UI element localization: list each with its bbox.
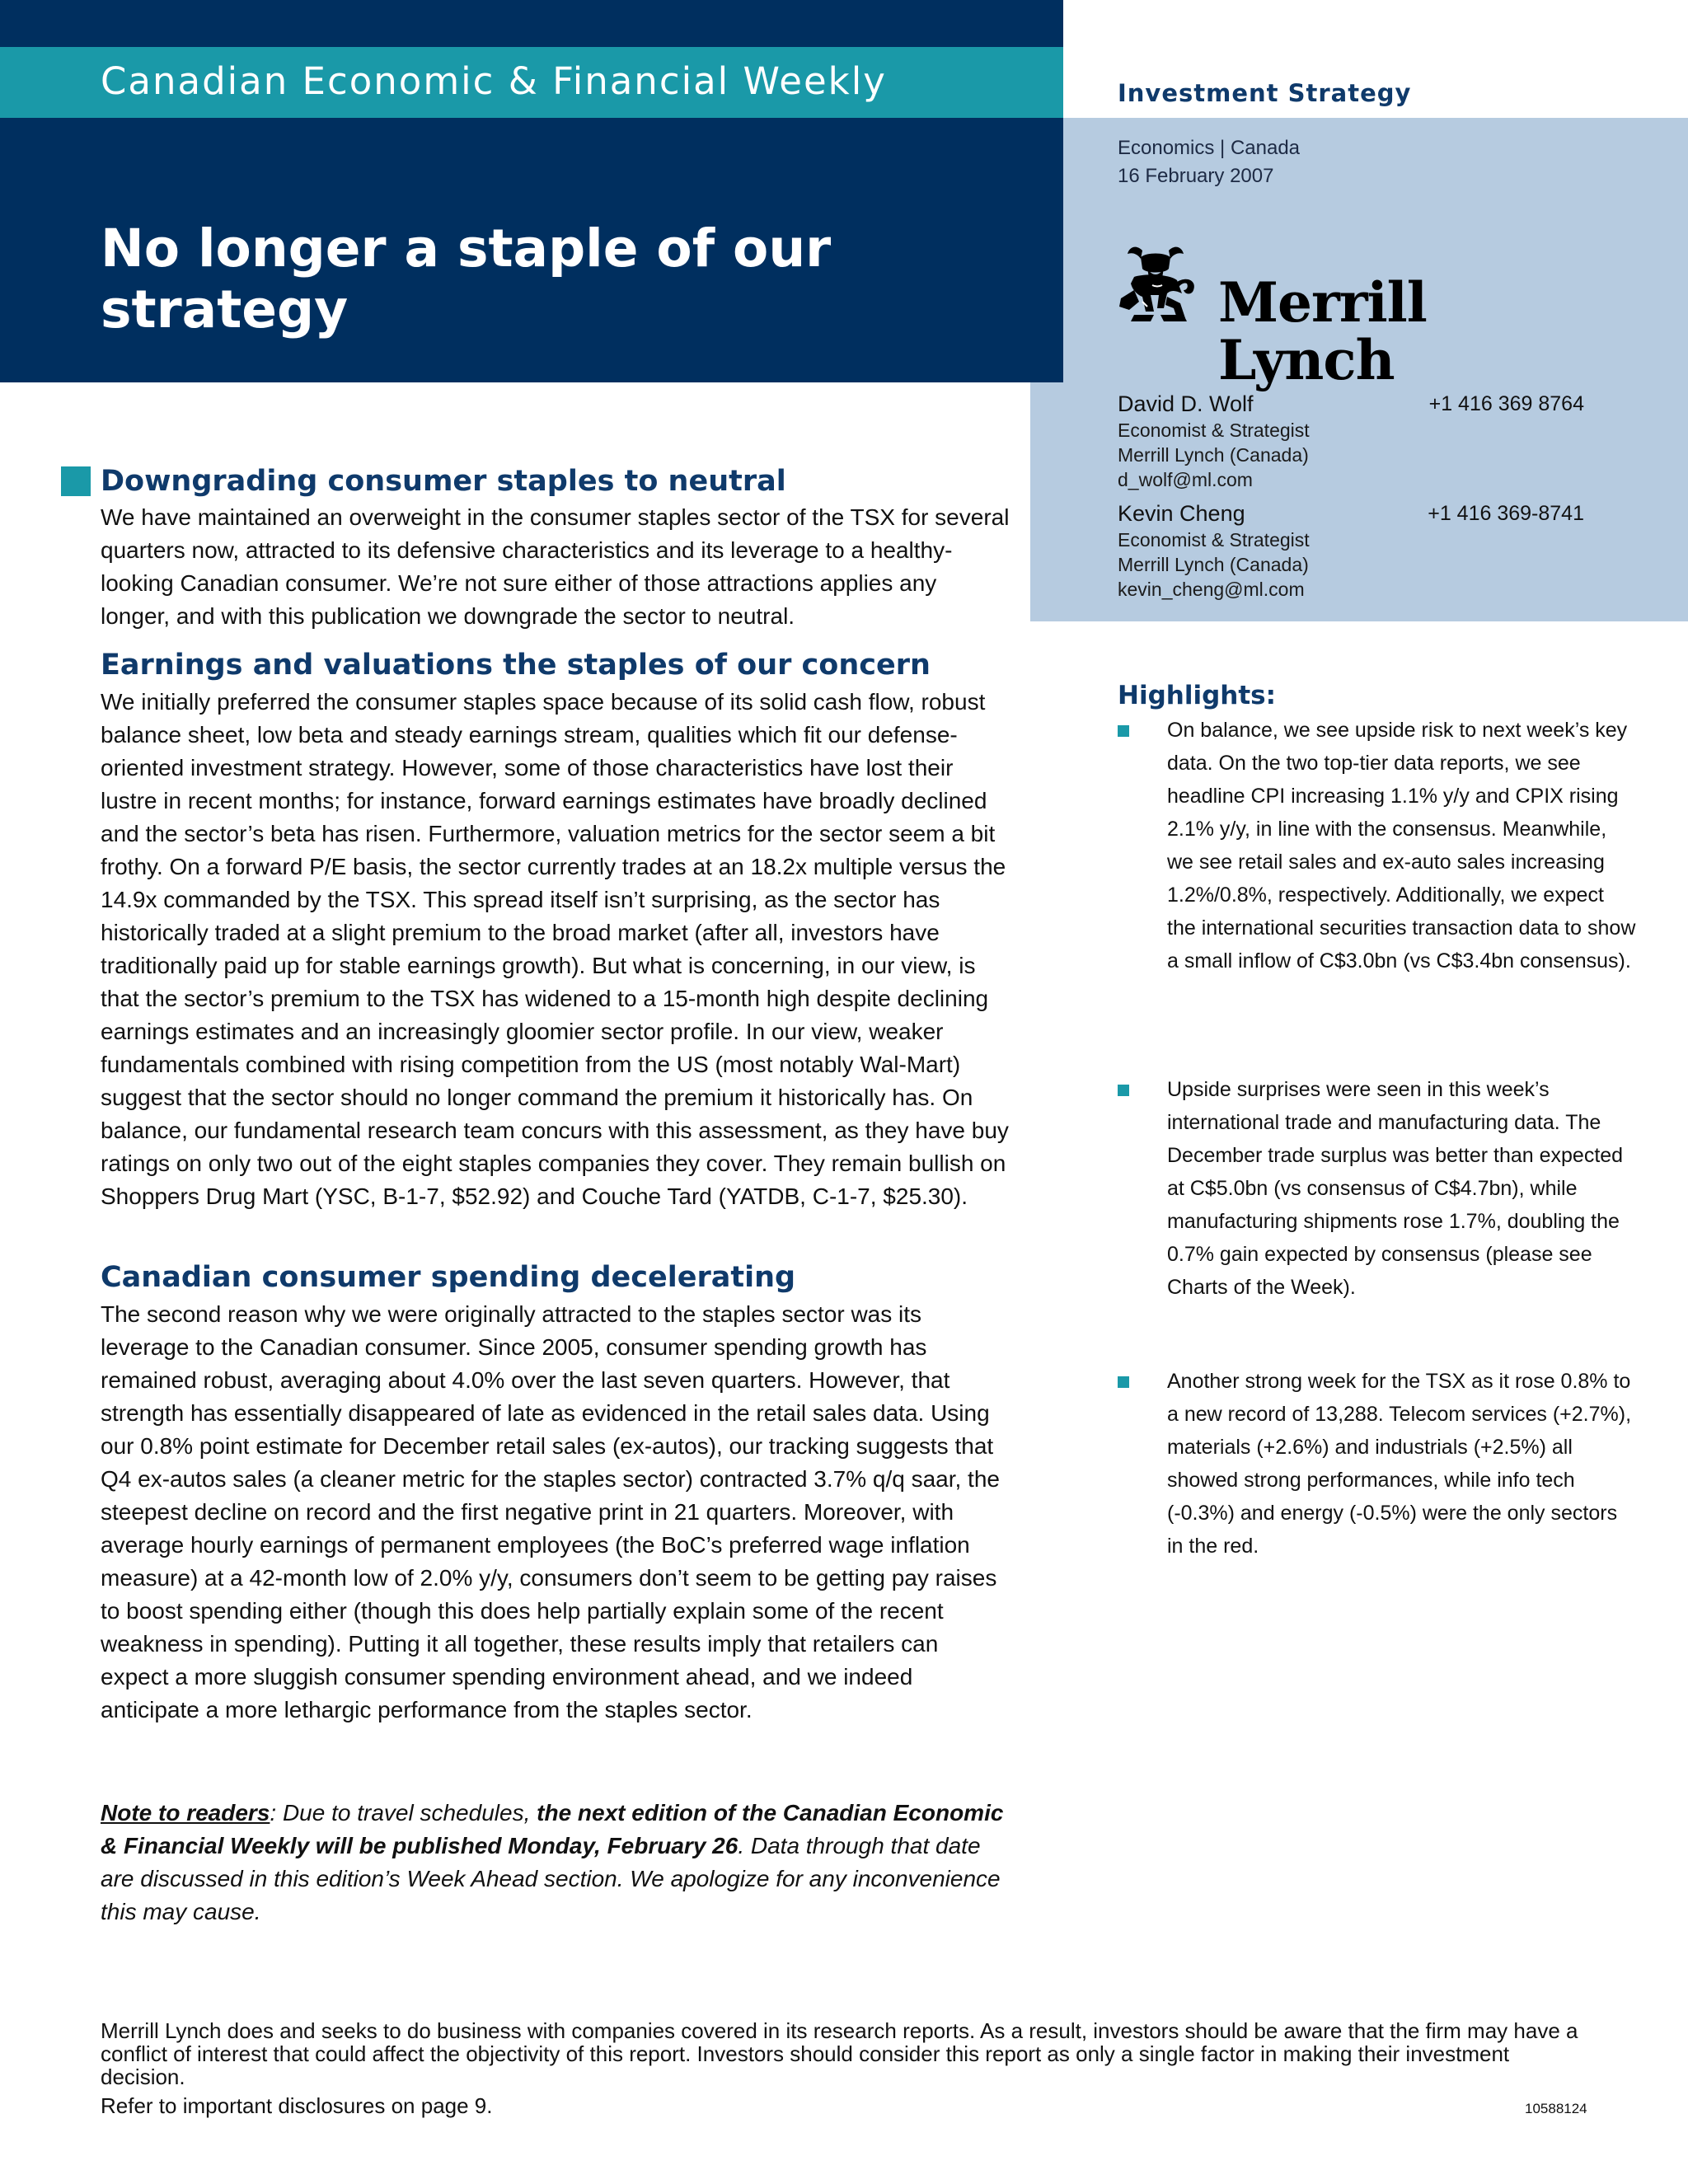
bull-icon (1118, 236, 1217, 335)
analyst-firm: Merrill Lynch (Canada) (1118, 444, 1309, 466)
analyst-name: David D. Wolf (1118, 391, 1254, 416)
analyst-phone: +1 416 369 8764 (1428, 392, 1584, 415)
note-text: : Due to travel schedules, (270, 1800, 537, 1825)
highlight-text: Another strong week for the TSX as it rose 0.8% to a new record of 13,288. Telecom services (+2.7%), materials (+2.6%) and industrials (+2.5%) all showed strong performances, while info tech (-0.3%) and energy (-0.5%) were the only sectors in the red. (1167, 1370, 1632, 1558)
analyst-email[interactable]: d_wolf@ml.com (1118, 469, 1253, 490)
disclosures-reference[interactable]: Refer to important disclosures on page 9. (101, 2093, 493, 2118)
note-text: . Data through that date are discussed in this edition’s Week Ahead section. We apologize for any inconvenience this may cause. (101, 1833, 1001, 1924)
section-heading: Canadian consumer spending decelerating (101, 1261, 796, 1294)
section-heading: Downgrading consumer staples to neutral (101, 465, 786, 498)
analyst-phone: +1 416 369-8741 (1428, 502, 1584, 525)
section-heading: Earnings and valuations the staples of our concern (101, 649, 931, 682)
note-emphasis: the next edition of the Canadian Economic & Financial Weekly will be published Monday, February 26 (101, 1800, 1004, 1858)
bullet-square-icon (1118, 1376, 1129, 1388)
bullet-square-icon (1118, 725, 1129, 737)
analyst-name: Kevin Cheng (1118, 501, 1245, 526)
document-number: 10588124 (1525, 2101, 1587, 2116)
report-date: 16 February 2007 (1118, 165, 1274, 187)
analyst-role: Economist & Strategist (1118, 419, 1310, 441)
report-title-line-1: No longer a staple of our (101, 218, 832, 279)
analyst-card (1118, 390, 1584, 492)
footer-disclaimer: Merrill Lynch does and seeks to do business with companies covered in its research reports. As a result, investors should be aware that the firm may have a conflict of interest that could affect the objectivity of this report. Investors should consider this report as only a single factor in making their investment decision. (101, 2018, 1578, 2089)
section-body: We have maintained an overweight in the consumer staples sector of the TSX for several quarters now, attracted to its defensive characteristics and its leverage to a healthy-looking Canadian consumer. We’re not sure either of those attractions applies any longer, and with this publication we downgrade the sector to neutral. (101, 504, 1010, 629)
note-label: Note to readers (101, 1800, 270, 1825)
highlights-title: Highlights: (1118, 681, 1277, 710)
dateline (1118, 134, 1300, 190)
report-category: Economics | Canada (1118, 137, 1301, 159)
publication-name: Canadian Economic & Financial Weekly (101, 59, 887, 103)
highlight-text: On balance, we see upside risk to next week’s key data. On the two top-tier data reports, we see headline CPI increasing 1.1% y/y and CPIX rising 2.1% y/y, in line with the consensus. Meanwhile, we see retail sales and ex-auto sales increasing 1.2%/0.8%, respectively. Additionally, we expect the international securities transaction data to show a small inflow of C$3.0bn (vs C$3.4bn consensus). (1167, 719, 1636, 972)
header-top-bar (0, 0, 1063, 47)
merrill-lynch-logo (1118, 236, 1587, 392)
analyst-card (1118, 499, 1584, 602)
bullet-square-icon (1118, 1085, 1129, 1096)
analyst-email[interactable]: kevin_cheng@ml.com (1118, 579, 1305, 600)
series-label: Investment Strategy (1118, 79, 1412, 107)
logo-wordmark: Merrill Lynch (1218, 270, 1427, 392)
section-marker (61, 466, 91, 496)
section-body: We initially preferred the consumer staples space because of its solid cash flow, robust balance sheet, low beta and steady earnings stream, qualities which fit our defense-oriented investment strategy. However, some of those characteristics have lost their lustre in recent months; for instance, forward earnings estimates have broadly declined and the sector’s beta has risen. Furthermore, valuation metrics for the sector seem a bit frothy. On a forward P/E basis, the sector currently trades at an 18.2x multiple versus the 14.9x commanded by the TSX. This spread itself isn’t surprising, as the sector has historically traded at a slight premium to the broad market (after all, investors have traditionally paid up for stable earnings growth). But what is concerning, in our view, is that the sector’s premium to the TSX has widened to a 15-month high despite declining earnings estimates and an increasingly gloomier sector profile. In our view, weaker fundamentals combined with rising competition from the US (most notably Wal-Mart) suggest that the sector should no longer command the premium it historically has. On balance, our fundamental research team concurs with this assessment, as they have buy ratings on only two out of the eight staples companies they cover. They remain bullish on Shoppers Drug Mart (YSC, B-1-7, $52.92) and Couche Tard (YATDB, C-1-7, $25.30). (101, 689, 1009, 1209)
analyst-role: Economist & Strategist (1118, 529, 1310, 551)
note-to-readers (101, 1797, 1011, 1929)
report-title (101, 218, 1007, 340)
section-body: The second reason why we were originally attracted to the staples sector was its leverage to the Canadian consumer. Since 2005, consumer spending growth has remained robust, averaging about 4.0% over the last seven quarters. However, that strength has essentially disappeared of late as evidenced in the retail sales data. Using our 0.8% point estimate for December retail sales (ex-autos), our tracking suggests that Q4 ex-autos sales (a cleaner metric for the staples sector) contracted 3.7% q/q saar, the steepest decline on record and the first negative print in 21 quarters. Moreover, with average hourly earnings of permanent employees (the BoC’s preferred wage inflation measure) at a 42-month low of 2.0% y/y, consumers don’t seem to be getting pay raises to boost spending either (though this does help partially explain some of the recent weakness in spending). Putting it all together, these results imply that retailers can expect a more sluggish consumer spending environment ahead, and we indeed anticipate a more lethargic performance from the staples sector. (101, 1301, 1000, 1722)
highlight-text: Upside surprises were seen in this week’s international trade and manufacturing data. The December trade surplus was better than expected at C$5.0bn (vs consensus of C$4.7bn), while manufacturing shipments rose 1.7%, doubling the 0.7% gain expected by consensus (please see Charts of the Week). (1167, 1078, 1624, 1299)
analyst-firm: Merrill Lynch (Canada) (1118, 554, 1309, 575)
report-title-line-2: strategy (101, 279, 349, 340)
